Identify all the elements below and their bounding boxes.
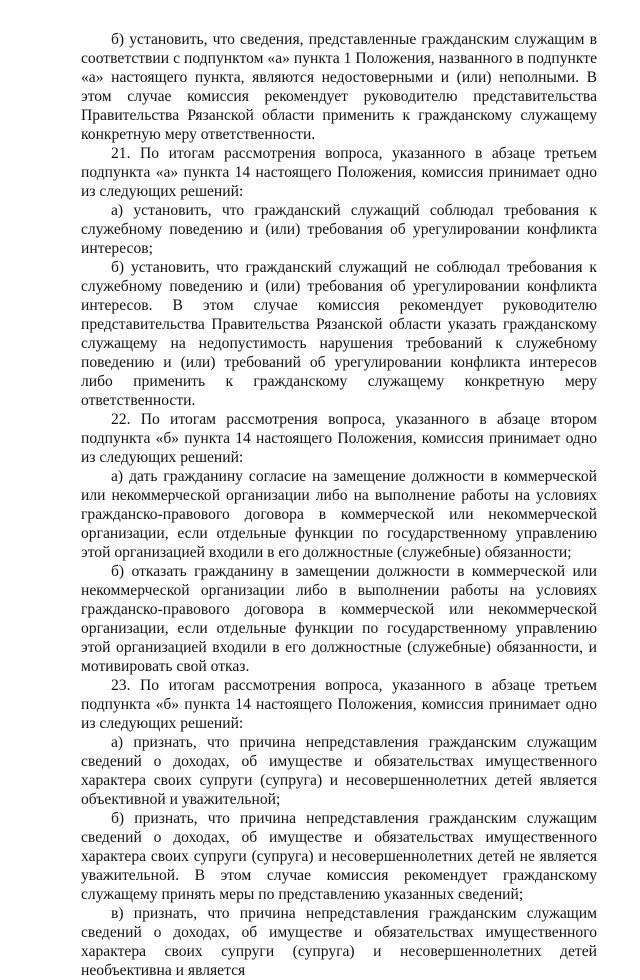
document-page [81, 30, 597, 980]
paragraph-23: 23. По итогам рассмотрения вопроса, указанного в абзаце третьем подпункта «б» пункта 14 настоящего Положения, комиссия принимает одно из следующих решений: [81, 677, 597, 732]
paragraph-21a: а) установить, что гражданский служащий соблюдал требования к служебному поведению и (или) требования об урегулировании конфликта интересов; [81, 202, 597, 257]
paragraph-23b: б) признать, что причина непредставления гражданским служащим сведений о доходах, об имуществе и обязательствах имущественного характера своих супруги (супруга) и несовершеннолетних детей не является уважительной. В этом случае комиссия рекомендует гражданскому служащему принять меры по представлению указанных сведений; [81, 810, 597, 903]
paragraph-22: 22. По итогам рассмотрения вопроса, указанного в абзаце втором подпункта «б» пункта 14 настоящего Положения, комиссия принимает одно из следующих решений: [81, 411, 597, 466]
paragraph-21b: б) установить, что гражданский служащий не соблюдал требования к служебному поведению и (или) требования об урегулировании конфликта интересов. В этом случае комиссия рекомендует руководителю представительства Правительства Рязанской области указать гражданскому служащему на недопустимость нарушения требований к служебному поведению и (или) требований об урегулировании конфликта интересов либо применить к гражданскому служащему конкретную меру ответственности. [81, 259, 597, 409]
paragraph-20b: б) установить, что сведения, представленные гражданским служащим в соответствии с подпунктом «а» пункта 1 Положения, названного в подпункте «а» настоящего пункта, являются недостоверными и (или) неполными. В этом случае комиссия рекомендует руководителю представительства Правительства Рязанской области применить к гражданскому служащему конкретную меру ответственности. [81, 31, 597, 143]
paragraph-21: 21. По итогам рассмотрения вопроса, указанного в абзаце третьем подпункта «а» пункта 14 настоящего Положения, комиссия принимает одно из следующих решений: [81, 145, 597, 200]
paragraph-22a: а) дать гражданину согласие на замещение должности в коммерческой или некоммерческой организации либо на выполнение работы на условиях гражданско-правового договора в коммерческой или некоммерческой организации, если отдельные функции по государственному управлению этой организацией входили в его должностные (служебные) обязанности; [81, 468, 597, 561]
paragraph-22b: б) отказать гражданину в замещении должности в коммерческой или некоммерческой организации либо в выполнении работы на условиях гражданско-правового договора в коммерческой или некоммерческой организации, если отдельные функции по государственному управлению этой организацией входили в его должностные (служебные) обязанности, и мотивировать свой отказ. [81, 563, 597, 675]
paragraph-23c: в) признать, что причина непредставления гражданским служащим сведений о доходах, об имуществе и обязательствах имущественного характера своих супруги (супруга) и несовершеннолетних детей необъективна и является [81, 905, 597, 979]
paragraph-23a: а) признать, что причина непредставления гражданским служащим сведений о доходах, об имуществе и обязательствах имущественного характера своих супруги (супруга) и несовершеннолетних детей является объективной и уважительной; [81, 734, 597, 808]
